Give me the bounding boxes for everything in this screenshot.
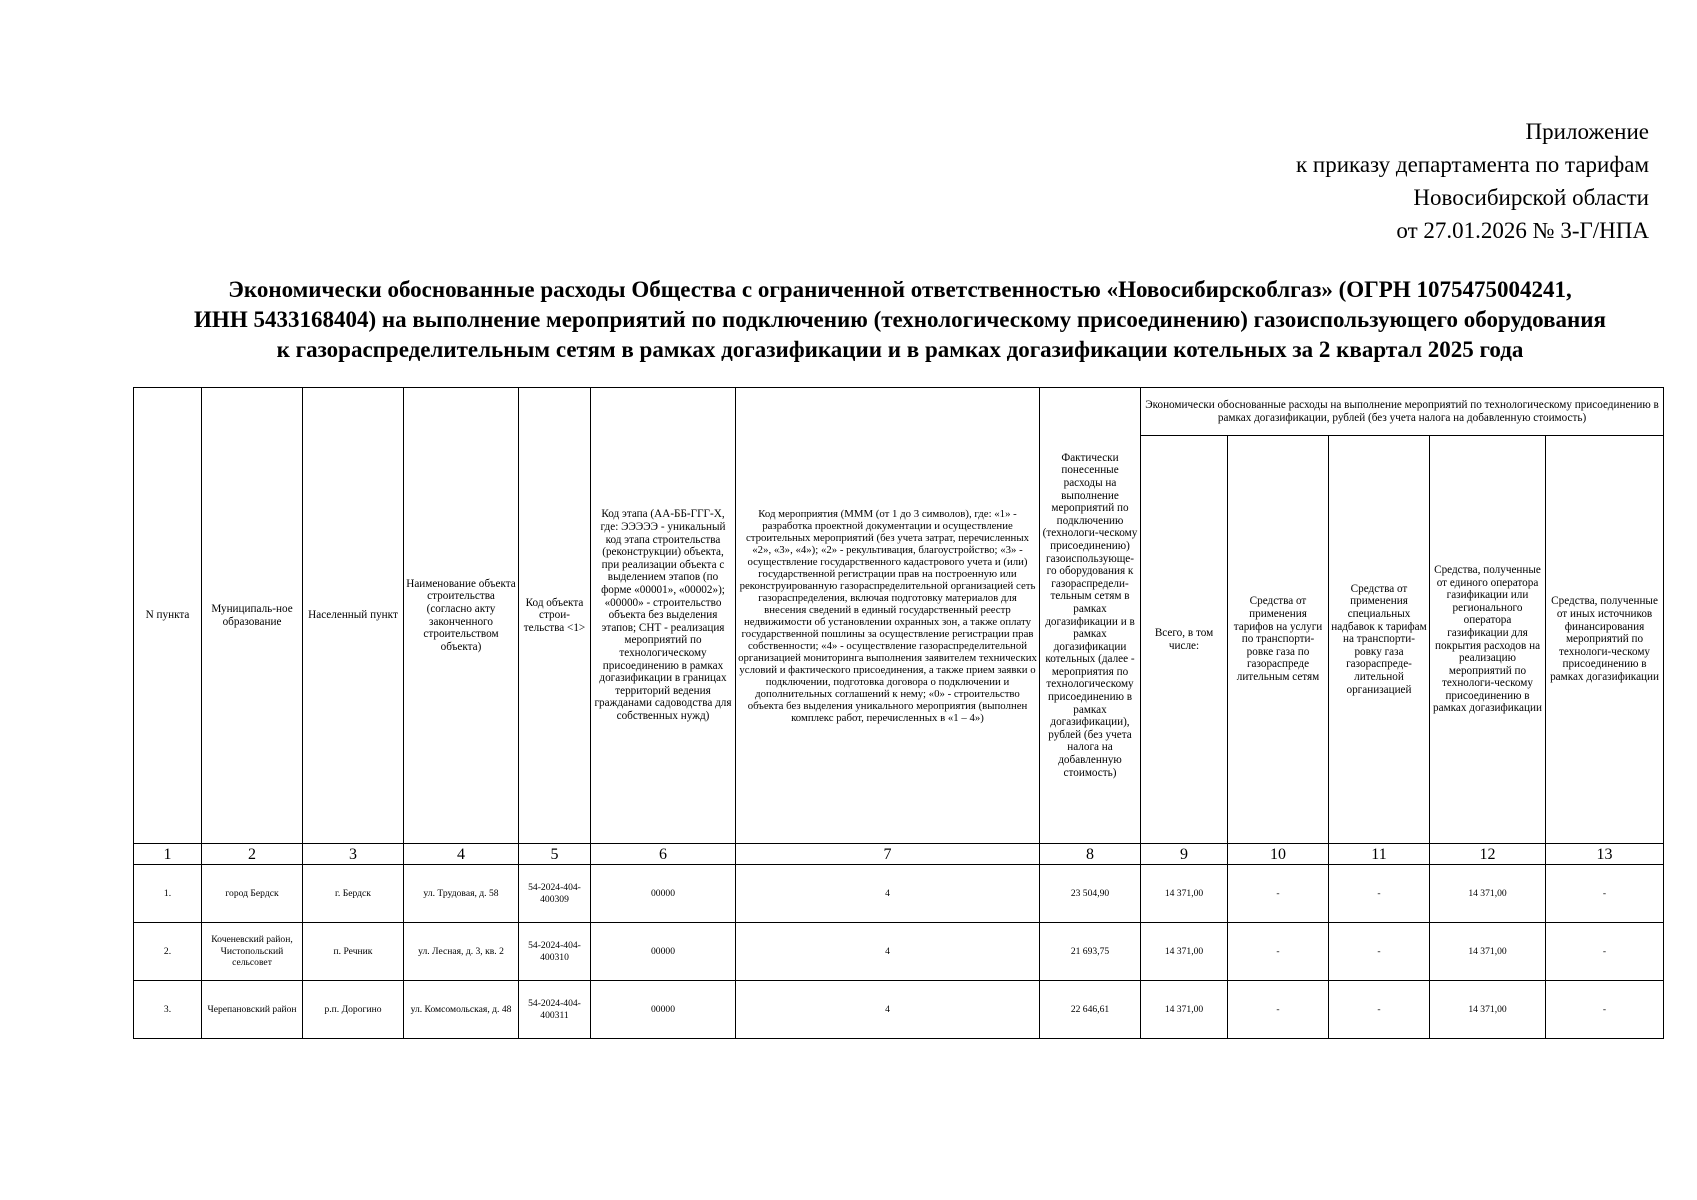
cell-settlement: р.п. Дорогино (303, 981, 404, 1039)
title-line: к газораспределительным сетям в рамках догазификации и в рамках догазификации котельных за 2 квартал 2025 года (276, 337, 1524, 362)
document-title (120, 275, 1680, 365)
cell-activity-code: 4 (736, 865, 1040, 923)
cell-stage-code: 00000 (591, 865, 736, 923)
header-activity-code: Код мероприятия (МММ (от 1 до 3 символов), где: «1» - разработка проектной документации и осуществление строительных мероприятий (без учета затрат, перечисленных «2», «3», «4»); «2» - рекультивация, благоустройство; «3» - осуществление государственного кадастрового учета и (или) государственной регистрации прав на построенную или реконструированную газораспределительной организацией сеть газораспределения, включая подготовку материалов для внесения сведений в единый государственный реестр недвижимости об установлении охранных зон, а также оплату государственной пошлины за осуществление регистрации прав собственности; «4» - осуществление газораспределительной организацией мониторинга выполнения заявителем технических условий и фактического присоединения, а также прием заявки о подключении, подготовка договора о подключении и дополнительных соглашений к нему; «0» - строительство объекта без выделения уникального мероприятия (выполнен комплекс работ, перечисленных в «1 – 4») (736, 388, 1040, 844)
cell-tariff-funds: - (1228, 981, 1329, 1039)
column-number: 10 (1228, 844, 1329, 865)
cell-total: 14 371,00 (1141, 865, 1228, 923)
cell-stage-code: 00000 (591, 923, 736, 981)
cell-operator-funds: 14 371,00 (1430, 923, 1546, 981)
header-tariff-funds: Средства от применения тарифов на услуги по транспорти-ровке газа по газораспреде лительным сетям (1228, 436, 1329, 844)
column-number: 2 (202, 844, 303, 865)
title-line: ИНН 5433168404) на выполнение мероприятий по подключению (технологическому присоединению) газоиспользующего оборудования (194, 307, 1606, 332)
header-operator-funds: Средства, полученные от единого оператора газификации или регионального оператора газификации для покрытия расходов на реализацию мероприятий по технологи-ческому присоединению в рамках догазификации (1430, 436, 1546, 844)
cell-tariff-funds: - (1228, 923, 1329, 981)
cell-object-name: ул. Лесная, д. 3, кв. 2 (404, 923, 519, 981)
column-number: 1 (134, 844, 202, 865)
header-justified-expenses-group: Экономически обоснованные расходы на выполнение мероприятий по технологическому присоединению в рамках догазификации, рублей (без учета налога на добавленную стоимость) (1141, 388, 1664, 436)
cell-surcharge-funds: - (1329, 923, 1430, 981)
cell-actual-expenses: 21 693,75 (1040, 923, 1141, 981)
cell-object-name: ул. Комсомольская, д. 48 (404, 981, 519, 1039)
appendix-line: Новосибирской области (1413, 185, 1649, 210)
cell-total: 14 371,00 (1141, 981, 1228, 1039)
column-number: 12 (1430, 844, 1546, 865)
appendix-date-line: от 27.01.2026 № 3-Г/НПА (1396, 218, 1649, 243)
header-stage-code: Код этапа (АА-ББ-ГГГ-Х, где: ЭЭЭЭЭ - уникальный код этапа строительства (реконструкции) объекта, при реализации объекта с выделением этапов (по форме «00001», «00002»); «00000» - строительство объекта без выделения этапов; СНТ - реализация мероприятий по технологическому присоединению в рамках догазификации в границах территорий ведения гражданами садоводства для собственных нужд) (591, 388, 736, 844)
cell-other-funds: - (1546, 923, 1664, 981)
cell-object-code: 54-2024-404-400309 (519, 865, 591, 923)
cell-actual-expenses: 23 504,90 (1040, 865, 1141, 923)
column-number: 8 (1040, 844, 1141, 865)
header-surcharge-funds: Средства от применения специальных надбавок к тарифам на транспорти-ровку газа газораспреде-лительной организацией (1329, 436, 1430, 844)
cell-activity-code: 4 (736, 923, 1040, 981)
table-header (134, 388, 1664, 865)
header-settlement: Населенный пункт (303, 388, 404, 844)
cell-municipality: Коченевский район, Чистопольский сельсовет (202, 923, 303, 981)
cell-object-name: ул. Трудовая, д. 58 (404, 865, 519, 923)
header-object-code: Код объекта строи-тельства <1> (519, 388, 591, 844)
cell-other-funds: - (1546, 981, 1664, 1039)
expenses-table (133, 387, 1664, 1039)
column-number: 9 (1141, 844, 1228, 865)
cell-operator-funds: 14 371,00 (1430, 981, 1546, 1039)
header-total: Всего, в том числе: (1141, 436, 1228, 844)
table-body (134, 865, 1664, 1039)
cell-total: 14 371,00 (1141, 923, 1228, 981)
header-municipality: Муниципаль-ное образование (202, 388, 303, 844)
table-row (134, 865, 1664, 923)
cell-tariff-funds: - (1228, 865, 1329, 923)
cell-activity-code: 4 (736, 981, 1040, 1039)
column-number: 3 (303, 844, 404, 865)
cell-item-number: 3. (134, 981, 202, 1039)
table-row (134, 981, 1664, 1039)
column-number: 5 (519, 844, 591, 865)
cell-surcharge-funds: - (1329, 865, 1430, 923)
cell-operator-funds: 14 371,00 (1430, 865, 1546, 923)
column-number: 13 (1546, 844, 1664, 865)
table-row (134, 923, 1664, 981)
cell-settlement: п. Речник (303, 923, 404, 981)
cell-item-number: 1. (134, 865, 202, 923)
cell-other-funds: - (1546, 865, 1664, 923)
column-number: 11 (1329, 844, 1430, 865)
cell-municipality: Черепановский район (202, 981, 303, 1039)
header-object-name: Наименование объекта строительства (согласно акту законченного строительством объекта) (404, 388, 519, 844)
cell-municipality: город Бердск (202, 865, 303, 923)
title-line: Экономически обоснованные расходы Общества с ограниченной ответственностью «Новосибирскоблгаз» (ОГРН 1075475004241, (228, 277, 1572, 302)
column-number: 7 (736, 844, 1040, 865)
cell-stage-code: 00000 (591, 981, 736, 1039)
cell-actual-expenses: 22 646,61 (1040, 981, 1141, 1039)
cell-item-number: 2. (134, 923, 202, 981)
cell-settlement: г. Бердск (303, 865, 404, 923)
header-other-funds: Средства, полученные от иных источников финансирования мероприятий по технологи-ческому присоединению в рамках догазификации (1546, 436, 1664, 844)
header-actual-expenses: Фактически понесенные расходы на выполнение мероприятий по подключению (технологи-ческому присоединению) газоиспользующе-го оборудования к газораспредели-тельным сетям в рамках догазификации и в рамках догазификации котельных (далее - мероприятия по технологическому присоединению в рамках догазификации), рублей (без учета налога на добавленную стоимость) (1040, 388, 1141, 844)
appendix-line: к приказу департамента по тарифам (1295, 152, 1649, 177)
header-item-number: N пункта (134, 388, 202, 844)
column-number: 6 (591, 844, 736, 865)
cell-object-code: 54-2024-404-400310 (519, 923, 591, 981)
cell-surcharge-funds: - (1329, 981, 1430, 1039)
appendix-block (1296, 115, 1649, 247)
column-number: 4 (404, 844, 519, 865)
cell-object-code: 54-2024-404-400311 (519, 981, 591, 1039)
appendix-line: Приложение (1525, 119, 1649, 144)
column-number-row (134, 844, 1664, 865)
